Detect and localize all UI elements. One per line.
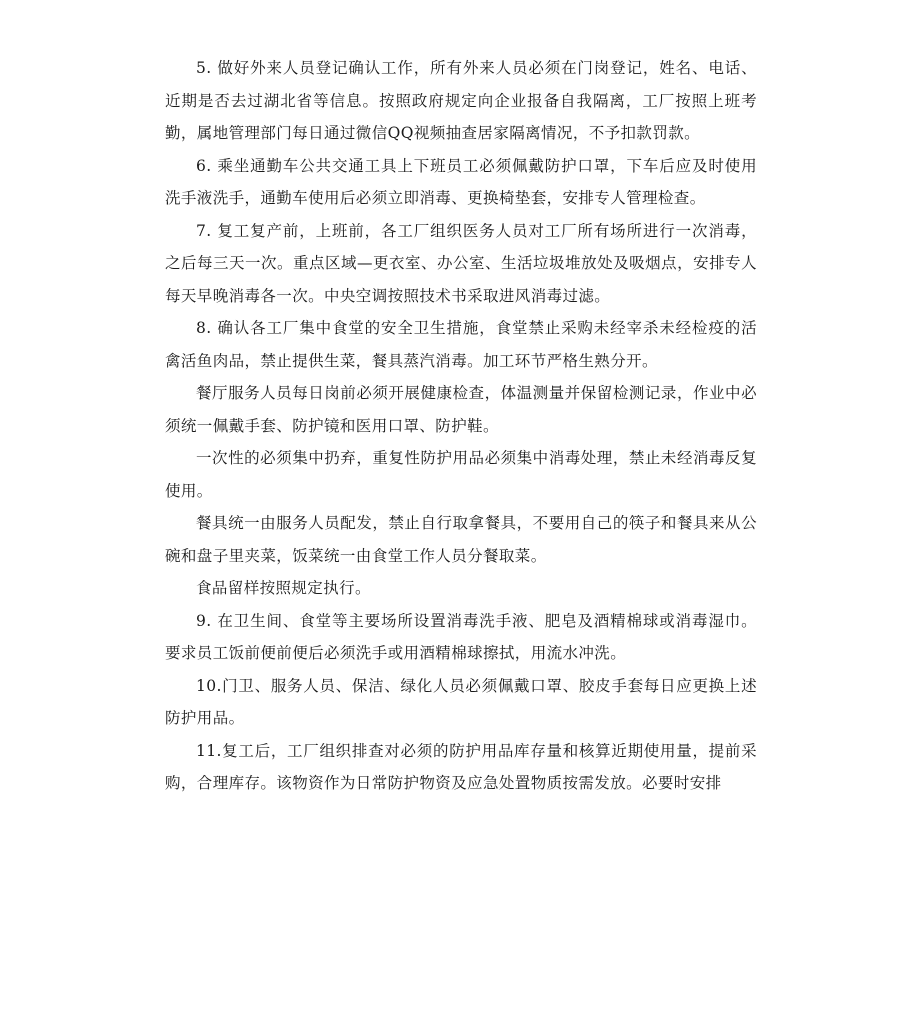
- document-page: [165, 52, 757, 800]
- paragraph-tableware: 餐具统一由服务人员配发，禁止自行取拿餐具，不要用自己的筷子和餐具来从公碗和盘子里夹菜，饭菜统一由食堂工作人员分餐取菜。: [165, 514, 757, 565]
- paragraph-item-8: 8. 确认各工厂集中食堂的安全卫生措施，食堂禁止采购未经宰杀未经检疫的活禽活鱼肉品，禁止提供生菜，餐具蒸汽消毒。加工环节严格生熟分开。: [165, 319, 757, 370]
- paragraph-disposable-items: 一次性的必须集中扔弃，重复性防护用品必须集中消毒处理，禁止未经消毒反复使用。: [165, 449, 757, 500]
- paragraph-item-5: 5. 做好外来人员登记确认工作，所有外来人员必须在门岗登记，姓名、电话、近期是否去过湖北省等信息。按照政府规定向企业报备自我隔离，工厂按照上班考勤，属地管理部门每日通过微信QQ视频抽查居家隔离情况，不予扣款罚款。: [165, 59, 757, 142]
- paragraph-item-10: 10.门卫、服务人员、保洁、绿化人员必须佩戴口罩、胶皮手套每日应更换上述防护用品。: [165, 676, 757, 727]
- paragraph-food-samples: 食品留样按照规定执行。: [196, 579, 371, 597]
- paragraph-item-6: 6. 乘坐通勤车公共交通工具上下班员工必须佩戴防护口罩，下车后应及时使用洗手液洗手，通勤车使用后必须立即消毒、更换椅垫套，安排专人管理检查。: [165, 156, 757, 207]
- paragraph-item-9: 9. 在卫生间、食堂等主要场所设置消毒洗手液、肥皂及酒精棉球或消毒湿巾。要求员工饭前便前便后必须洗手或用酒精棉球擦拭，用流水冲洗。: [165, 611, 757, 662]
- paragraph-item-11: 11.复工后，工厂组织排查对必须的防护用品库存量和核算近期使用量，提前采购，合理库存。该物资作为日常防护物资及应急处置物质按需发放。必要时安排: [165, 741, 757, 792]
- paragraph-canteen-staff-health: 餐厅服务人员每日岗前必须开展健康检查，体温测量并保留检测记录，作业中必须统一佩戴手套、防护镜和医用口罩、防护鞋。: [165, 384, 757, 435]
- paragraph-item-7: 7. 复工复产前，上班前，各工厂组织医务人员对工厂所有场所进行一次消毒，之后每三天一次。重点区域—更衣室、办公室、生活垃圾堆放处及吸烟点，安排专人每天早晚消毒各一次。中央空调按照技术书采取进风消毒过滤。: [165, 221, 757, 305]
